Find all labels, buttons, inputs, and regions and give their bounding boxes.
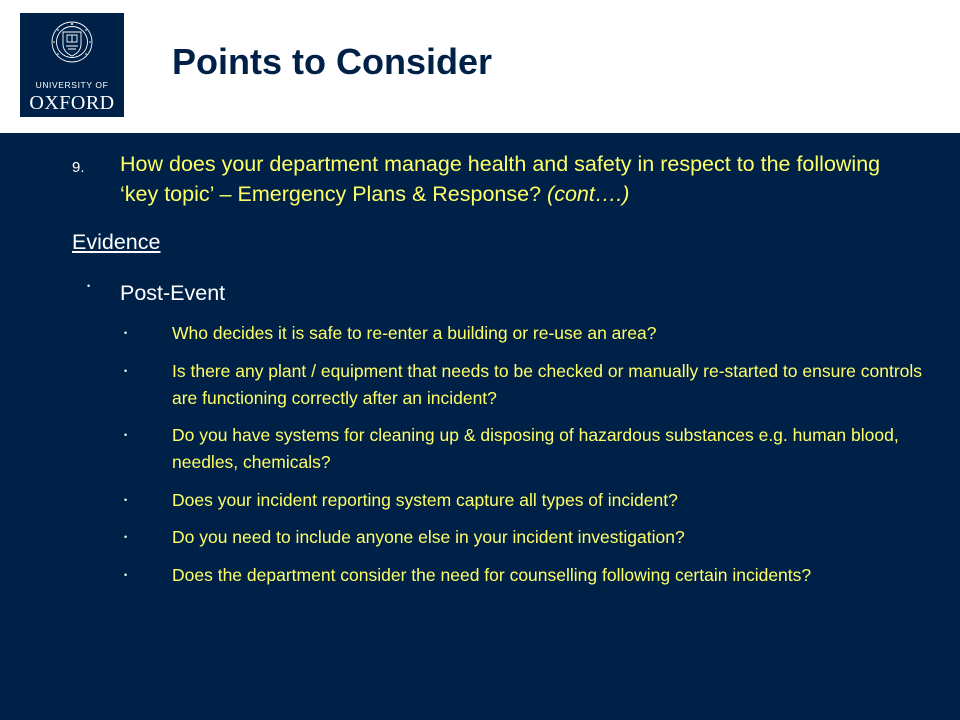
list-item	[120, 562, 935, 589]
list-item-text: Who decides it is safe to re-enter a building or re-use an area?	[172, 323, 657, 343]
list-item	[120, 320, 935, 347]
list-item-text: Does the department consider the need for counselling following certain incidents?	[172, 564, 812, 585]
list-item-text: Do you have systems for cleaning up & disposing of hazardous substances e.g. human blood, needles, chemicals?	[172, 425, 899, 472]
bullet-icon: •	[124, 328, 128, 338]
bullet-icon: •	[124, 532, 128, 542]
bullet-icon: •	[124, 569, 128, 580]
evidence-heading: Evidence	[72, 230, 161, 254]
list-item-text: Does your incident reporting system capture all types of incident?	[172, 489, 678, 510]
page-title: Points to Consider	[172, 41, 493, 82]
slide-content	[0, 133, 960, 720]
bullet-icon: •	[87, 281, 91, 291]
list-item	[120, 422, 935, 476]
list-item-text: Do you need to include anyone else in your incident investigation?	[172, 527, 685, 547]
bullet-icon: •	[124, 494, 128, 505]
logo-oxford: OXFORD	[29, 92, 115, 114]
section-heading-post-event: Post-Event	[120, 281, 226, 305]
question-continued: (cont….)	[547, 182, 630, 206]
list-item	[120, 487, 935, 514]
slide-header	[0, 0, 960, 133]
question-main-text: How does your department manage health and safety in respect to the following ‘key topic’ – Emergency Plans & Response?	[120, 152, 881, 206]
post-event-list	[120, 320, 935, 599]
logo-university-of: UNIVERSITY OF	[35, 80, 109, 90]
question-text	[120, 149, 920, 209]
list-item	[120, 358, 935, 412]
list-item-text: Is there any plant / equipment that needs to be checked or manually re-started to ensure controls are functioning correctly after an incident?	[172, 360, 923, 408]
list-item	[120, 524, 935, 551]
bullet-icon: •	[124, 365, 128, 376]
question-number: 9.	[72, 159, 85, 176]
university-logo	[20, 13, 124, 117]
bullet-icon: •	[124, 430, 128, 440]
